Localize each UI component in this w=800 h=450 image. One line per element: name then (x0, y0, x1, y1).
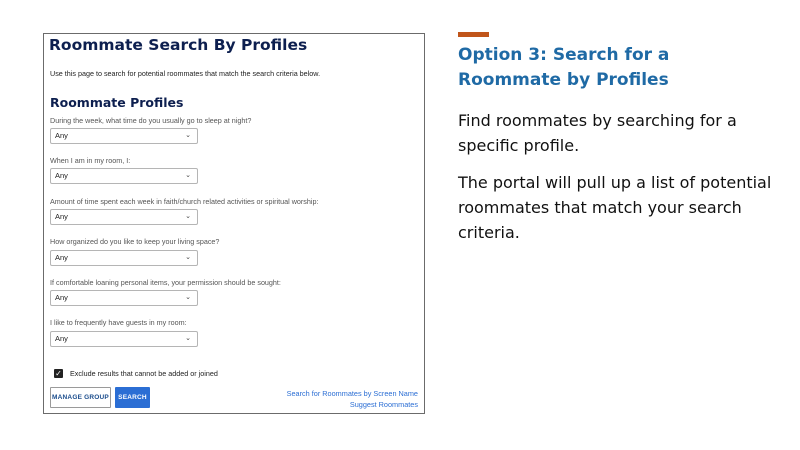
chevron-down-icon: ⌄ (185, 254, 191, 261)
roommate-search-screenshot (43, 33, 425, 414)
question-label: During the week, what time do you usually go to sleep at night? (50, 116, 252, 125)
page-intro: Use this page to search for potential roommates that match the search criteria below. (50, 69, 321, 78)
faith-activities-dropdown[interactable] (50, 209, 198, 225)
question-label: If comfortable loaning personal items, your permission should be sought: (50, 278, 281, 287)
dropdown-value: Any (55, 212, 68, 221)
page-title: Roommate Search By Profiles (49, 36, 308, 54)
chevron-down-icon: ⌄ (185, 172, 191, 179)
exclude-results-label: Exclude results that cannot be added or joined (70, 369, 218, 378)
chevron-down-icon: ⌄ (185, 294, 191, 301)
search-by-screen-name-link[interactable]: Search for Roommates by Screen Name (286, 389, 418, 398)
question-label: I like to frequently have guests in my room: (50, 318, 187, 327)
slide-paragraph: The portal will pull up a list of potential roommates that match your search criteria. (458, 173, 772, 242)
dropdown-value: Any (55, 253, 68, 262)
question-label: How organized do you like to keep your living space? (50, 237, 220, 246)
slide-paragraph: Find roommates by searching for a specific profile. (458, 111, 737, 155)
dropdown-value: Any (55, 293, 68, 302)
suggest-roommates-link[interactable]: Suggest Roommates (349, 400, 418, 409)
question-label: Amount of time spent each week in faith/church related activities or spiritual worship: (50, 197, 319, 206)
guests-dropdown[interactable] (50, 331, 198, 347)
chevron-down-icon: ⌄ (185, 335, 191, 342)
search-button[interactable]: SEARCH (115, 387, 150, 408)
accent-bar (458, 32, 489, 37)
section-heading: Roommate Profiles (50, 95, 184, 110)
question-label: When I am in my room, I: (50, 156, 131, 165)
in-room-dropdown[interactable] (50, 168, 198, 184)
sleep-time-dropdown[interactable] (50, 128, 198, 144)
dropdown-value: Any (55, 334, 68, 343)
organization-dropdown[interactable] (50, 250, 198, 266)
exclude-results-checkbox[interactable]: ✓ (55, 369, 62, 378)
dropdown-value: Any (55, 171, 68, 180)
loaning-items-dropdown[interactable] (50, 290, 198, 306)
chevron-down-icon: ⌄ (185, 132, 191, 139)
chevron-down-icon: ⌄ (185, 213, 191, 220)
slide-title: Option 3: Search for a Roommate by Profiles (458, 45, 670, 90)
dropdown-value: Any (55, 131, 68, 140)
manage-group-button[interactable]: MANAGE GROUP (50, 387, 111, 408)
